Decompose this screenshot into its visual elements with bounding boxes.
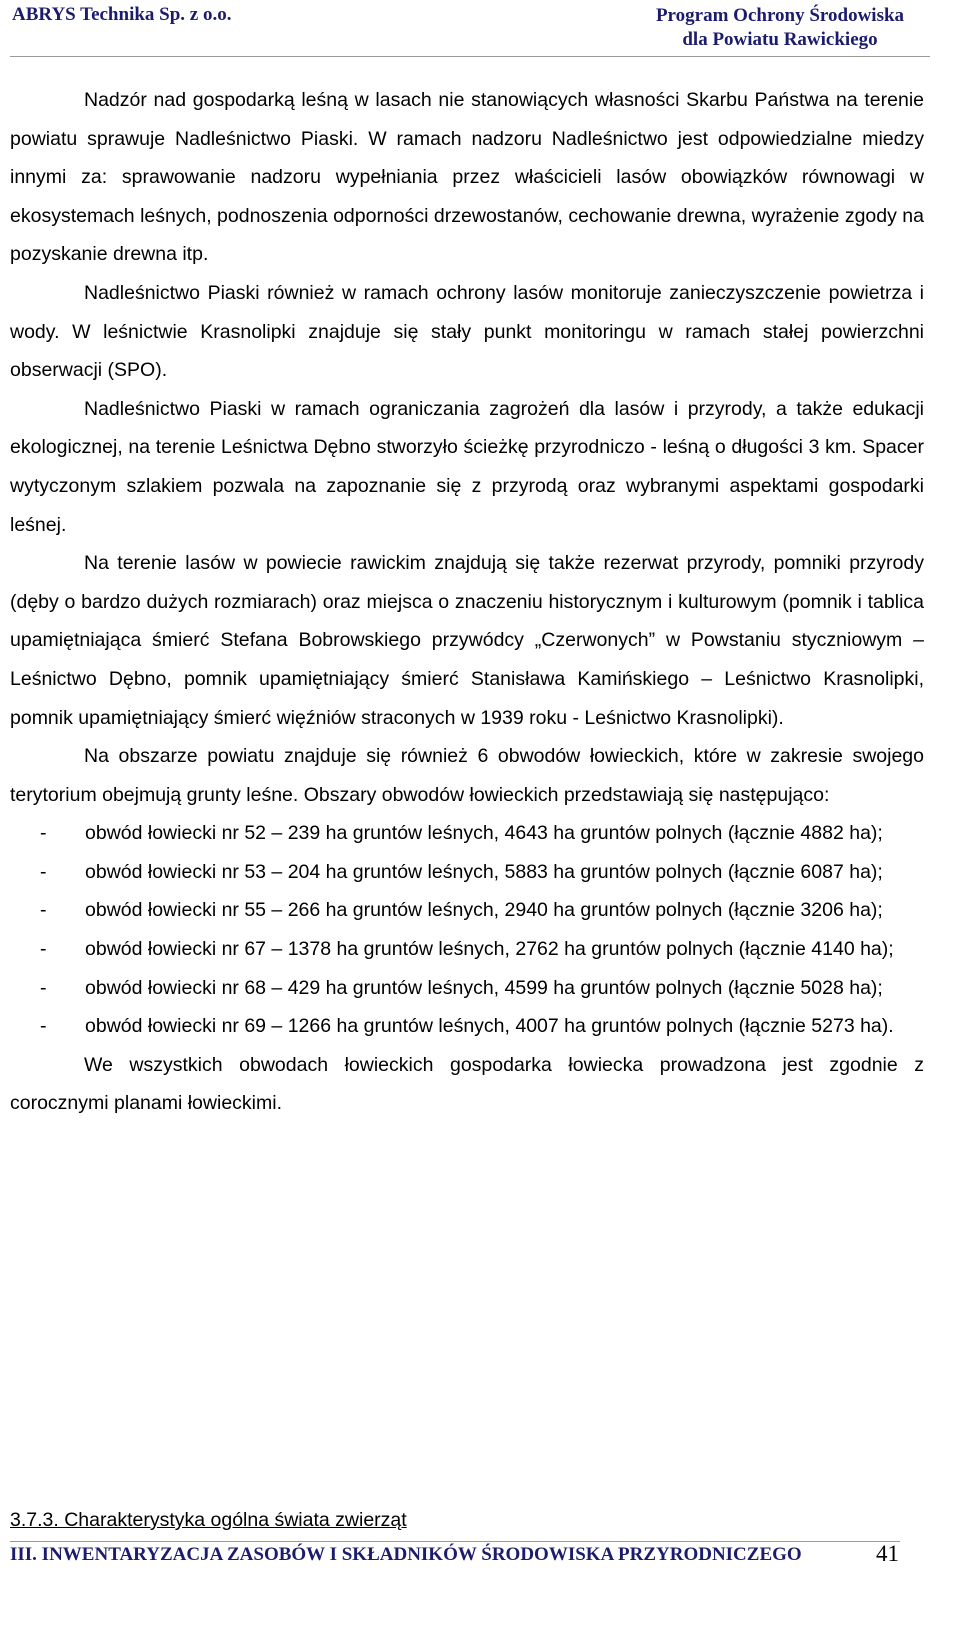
footer-chapter-title: III. INWENTARYZACJA ZASOBÓW I SKŁADNIKÓW ŚRODOWISKA PRZYRODNICZEGO	[10, 1544, 802, 1565]
list-item-text: obwód łowiecki nr 55 – 266 ha gruntów leśnych, 2940 ha gruntów polnych (łącznie 3206 ha);	[85, 899, 883, 922]
paragraph-forest-supervision: Nadzór nad gospodarką leśną w lasach nie stanowiących własności Skarbu Państwa na terenie powiatu sprawuje Nadleśnictwo Piaski. W ramach nadzoru Nadleśnictwo jest odpowiedzialne miedzy innymi za: sprawowanie nadzoru wypełniania przez właścicieli lasów obowiązków równowagi w ekosystemach leśnych, podnoszenia odporności drzewostanów, cechowanie drewna, wyrażenie zgody na pozyskanie drewna itp.	[10, 89, 924, 266]
header-program-title	[630, 4, 930, 52]
paragraph-nature-trail: Nadleśnictwo Piaski w ramach ograniczania zagrożeń dla lasów i przyrody, a także edukacji ekologicznej, na terenie Leśnictwa Dębno stworzyło ścieżkę przyrodniczo - leśną o długości 3 km. Spacer wytyczonym szlakiem pozwala na zapoznanie się z przyrodą oraz wybranymi aspektami gospodarki leśnej.	[10, 397, 924, 536]
list-item-text: obwód łowiecki nr 69 – 1266 ha gruntów leśnych, 4007 ha gruntów polnych (łącznie 5273 ha).	[85, 1015, 894, 1038]
paragraph-hunting-districts: Na obszarze powiatu znajduje się również 6 obwodów łowieckich, które w zakresie swojego terytorium obejmują grunty leśne. Obszary obwodów łowieckich przedstawiają się następująco:	[10, 745, 924, 806]
hunting-district-list	[10, 814, 924, 1046]
paragraph-monuments: Na terenie lasów w powiecie rawickim znajdują się także rezerwat przyrody, pomniki przyrody (dęby o bardzo dużych rozmiarach) oraz miejsca o znaczeniu historycznym i kulturowym (pomnik i tablica upamiętniająca śmierć Stefana Bobrowskiego przywódcy „Czerwonych” w Powstaniu styczniowym – Leśnictwo Dębno, pomnik upamiętniający śmierć Stanisława Kamińskiego – Leśnictwo Krasnolipki, pomnik upamiętniający śmierć więźniów straconych w 1939 roku - Leśnictwo Krasnolipki).	[10, 552, 924, 729]
header-program-line2: dla Powiatu Rawickiego	[682, 29, 878, 50]
list-item	[10, 891, 924, 930]
header-divider	[10, 56, 930, 57]
footer-divider	[10, 1541, 900, 1542]
header-program-line1: Program Ochrony Środowiska	[655, 5, 905, 26]
page-number: 41	[876, 1541, 899, 1566]
list-dash: -	[40, 860, 47, 883]
list-dash: -	[40, 822, 47, 845]
list-item-text: obwód łowiecki nr 68 – 429 ha gruntów leśnych, 4599 ha gruntów polnych (łącznie 5028 ha);	[85, 976, 883, 999]
document-body	[10, 81, 924, 1123]
list-item	[10, 814, 924, 853]
paragraph-monitoring: Nadleśnictwo Piaski również w ramach ochrony lasów monitoruje zanieczyszczenie powietrza i wody. W leśnictwie Krasnolipki znajduje się stały punkt monitoringu w ramach stałej powierzchni obserwacji (SPO).	[10, 281, 924, 382]
list-dash: -	[40, 1015, 47, 1038]
list-item	[10, 930, 924, 969]
list-dash: -	[40, 899, 47, 922]
paragraph-closing: We wszystkich obwodach łowieckich gospodarka łowiecka prowadzona jest zgodnie z corocznymi planami łowieckimi.	[10, 1053, 924, 1115]
list-item	[10, 969, 924, 1008]
list-item	[10, 1007, 924, 1046]
list-item-text: obwód łowiecki nr 67 – 1378 ha gruntów leśnych, 2762 ha gruntów polnych (łącznie 4140 ha);	[85, 938, 894, 961]
list-item-text: obwód łowiecki nr 53 – 204 ha gruntów leśnych, 5883 ha gruntów polnych (łącznie 6087 ha);	[85, 860, 883, 883]
section-heading: 3.7.3. Charakterystyka ogólna świata zwierząt	[10, 1509, 407, 1531]
list-dash: -	[40, 938, 47, 961]
header-company-name: ABRYS Technika Sp. z o.o.	[12, 4, 232, 25]
list-dash: -	[40, 976, 47, 999]
list-item	[10, 853, 924, 892]
list-item-text: obwód łowiecki nr 52 – 239 ha gruntów leśnych, 4643 ha gruntów polnych (łącznie 4882 ha);	[85, 822, 883, 845]
